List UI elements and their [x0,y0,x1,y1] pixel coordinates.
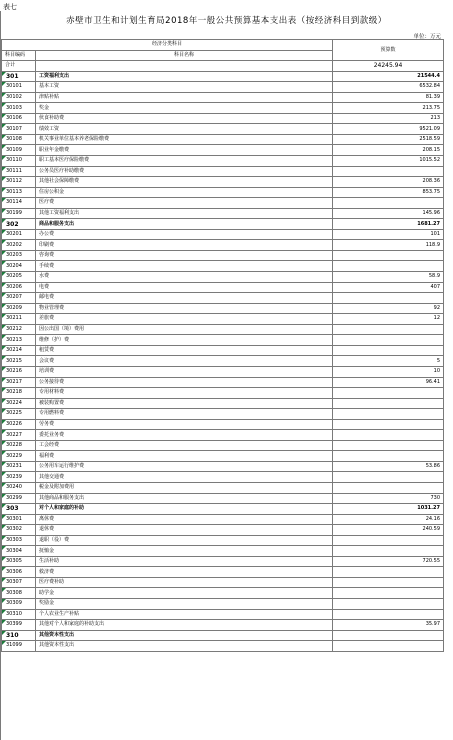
code-cell[interactable]: 30114 [2,198,36,209]
code-cell[interactable]: 30229 [2,451,36,462]
table-row [2,493,444,504]
table-row [2,282,444,293]
name-cell[interactable]: 维修（护）费 [36,335,333,346]
table-row [2,113,444,124]
table-row [2,388,444,399]
table-row [2,198,444,209]
code-cell[interactable]: 30205 [2,272,36,283]
table-row [2,177,444,188]
code-cell[interactable]: 30201 [2,229,36,240]
table-row [2,567,444,578]
code-cell[interactable]: 30113 [2,187,36,198]
name-cell[interactable]: 奖励金 [36,598,333,609]
value-cell[interactable]: 6532.84 [333,82,444,93]
name-cell[interactable]: 办公费 [36,229,333,240]
header-name-cell[interactable]: 科目名称 [36,50,333,61]
name-cell[interactable]: 其他交通费 [36,472,333,483]
code-cell[interactable]: 302 [2,219,36,230]
value-cell[interactable] [333,293,444,304]
code-cell[interactable]: 30310 [2,609,36,620]
code-cell[interactable]: 30204 [2,261,36,272]
name-cell[interactable]: 津贴补贴 [36,92,333,103]
table-row [2,134,444,145]
value-cell[interactable]: 1015.52 [333,156,444,167]
table-row [2,377,444,388]
name-cell[interactable]: 机关事业单位基本养老保险缴费 [36,134,333,145]
code-cell[interactable]: 30102 [2,92,36,103]
table-row [2,546,444,557]
code-cell[interactable]: 30215 [2,356,36,367]
unit-label: 单位：万元 [413,34,441,40]
code-cell[interactable]: 30304 [2,546,36,557]
value-cell[interactable] [333,546,444,557]
code-cell[interactable]: 30302 [2,525,36,536]
value-cell[interactable]: 101 [333,229,444,240]
code-cell[interactable]: 30299 [2,493,36,504]
code-cell[interactable]: 30231 [2,461,36,472]
table-row [2,430,444,441]
value-cell[interactable]: 9521.09 [333,124,444,135]
value-cell[interactable]: 10 [333,366,444,377]
code-cell[interactable]: 30199 [2,208,36,219]
value-cell[interactable]: 118.9 [333,240,444,251]
name-cell[interactable]: 其他工资福利支出 [36,208,333,219]
value-cell[interactable]: 145.96 [333,208,444,219]
code-cell[interactable]: 30240 [2,482,36,493]
table-row [2,451,444,462]
code-cell[interactable]: 30112 [2,177,36,188]
value-cell[interactable] [333,588,444,599]
name-cell[interactable]: 救济费 [36,567,333,578]
value-cell[interactable]: 1681.27 [333,219,444,230]
table-row [2,609,444,620]
value-cell[interactable] [333,567,444,578]
value-cell[interactable] [333,345,444,356]
value-cell[interactable]: 213 [333,113,444,124]
code-cell[interactable]: 30211 [2,314,36,325]
value-cell[interactable]: 240.59 [333,525,444,536]
name-cell[interactable]: 公务员医疗补助缴费 [36,166,333,177]
table-row [2,250,444,261]
name-cell[interactable]: 培训费 [36,366,333,377]
value-cell[interactable]: 21544.4 [333,71,444,82]
value-cell[interactable] [333,451,444,462]
name-cell[interactable]: 离休费 [36,514,333,525]
table-row [2,419,444,430]
name-cell[interactable]: 职工基本医疗保险缴费 [36,156,333,167]
code-cell[interactable]: 30108 [2,134,36,145]
value-cell[interactable] [333,440,444,451]
name-cell[interactable]: 咨询费 [36,250,333,261]
value-cell[interactable]: 92 [333,303,444,314]
code-cell[interactable]: 30399 [2,620,36,631]
table-row [2,92,444,103]
category-row [2,504,444,515]
table-row [2,261,444,272]
value-cell[interactable] [333,641,444,652]
code-cell[interactable]: 30224 [2,398,36,409]
table-row [2,356,444,367]
table-row [2,366,444,377]
code-cell[interactable]: 30225 [2,409,36,420]
value-cell[interactable] [333,419,444,430]
name-cell[interactable]: 公务接待费 [36,377,333,388]
name-cell[interactable]: 会议费 [36,356,333,367]
code-cell[interactable]: 30305 [2,556,36,567]
table-row [2,398,444,409]
header-budget-cell[interactable]: 预算数 [333,40,444,61]
name-cell[interactable]: 医疗费 [36,198,333,209]
table-row [2,577,444,588]
table-row [2,229,444,240]
page-title: 赤壁市卫生和计划生育局2018年一般公共预算基本支出表（按经济科目到款级） [66,16,387,26]
table-row [2,514,444,525]
name-cell[interactable]: 工资福利支出 [36,71,333,82]
table-row [2,303,444,314]
sheet-label: 表七 [3,3,17,11]
table-row [2,409,444,420]
name-cell[interactable]: 伙食补助费 [36,113,333,124]
value-cell[interactable]: 96.41 [333,377,444,388]
name-cell[interactable]: 绩效工资 [36,124,333,135]
table-row [2,525,444,536]
code-cell[interactable]: 30109 [2,145,36,156]
value-cell[interactable] [333,335,444,346]
name-cell[interactable]: 专用材料费 [36,388,333,399]
value-cell[interactable] [333,409,444,420]
header-code-cell[interactable]: 科目编码 [2,50,36,61]
value-cell[interactable]: 407 [333,282,444,293]
table-row [2,82,444,93]
value-cell[interactable] [333,388,444,399]
value-cell[interactable]: 24.16 [333,514,444,525]
code-cell[interactable]: 30217 [2,377,36,388]
value-cell[interactable]: 5 [333,356,444,367]
name-cell[interactable]: 因公出国（境）费用 [36,324,333,335]
value-cell[interactable] [333,324,444,335]
code-cell[interactable]: 30212 [2,324,36,335]
name-cell[interactable]: 助学金 [36,588,333,599]
value-cell[interactable]: 208.15 [333,145,444,156]
category-row [2,71,444,82]
code-cell[interactable]: 30308 [2,588,36,599]
name-cell[interactable]: 差旅费 [36,314,333,325]
name-cell[interactable]: 医疗费补助 [36,577,333,588]
code-cell[interactable]: 30218 [2,388,36,399]
code-cell[interactable]: 30103 [2,103,36,114]
total-value-cell[interactable]: 24245.94 [333,61,444,72]
name-cell[interactable]: 邮电费 [36,293,333,304]
name-cell[interactable]: 物业管理费 [36,303,333,314]
name-cell[interactable]: 被装购置费 [36,398,333,409]
table-row [2,556,444,567]
total-label-cell[interactable]: 合计 [2,61,36,72]
table-row [2,156,444,167]
table-row [2,440,444,451]
table-row [2,324,444,335]
value-cell[interactable] [333,198,444,209]
name-cell[interactable]: 其他商品和服务支出 [36,493,333,504]
name-cell[interactable]: 抚恤金 [36,546,333,557]
table-row [2,293,444,304]
value-cell[interactable]: 81.39 [333,92,444,103]
value-cell[interactable] [333,482,444,493]
code-cell[interactable]: 301 [2,71,36,82]
table-row [2,145,444,156]
value-cell[interactable]: 853.75 [333,187,444,198]
value-cell[interactable] [333,398,444,409]
table-row [2,335,444,346]
name-cell[interactable]: 劳务费 [36,419,333,430]
code-cell[interactable]: 30213 [2,335,36,346]
code-cell[interactable]: 31099 [2,641,36,652]
table-row [2,598,444,609]
code-cell[interactable]: 30226 [2,419,36,430]
table-row [2,240,444,251]
table-row [2,345,444,356]
code-cell[interactable]: 30111 [2,166,36,177]
table-row [2,103,444,114]
name-cell[interactable]: 电费 [36,282,333,293]
name-cell[interactable]: 福利费 [36,451,333,462]
category-row [2,219,444,230]
value-cell[interactable] [333,250,444,261]
code-cell[interactable]: 30216 [2,366,36,377]
total-empty-cell[interactable] [36,61,333,72]
name-cell[interactable]: 租赁费 [36,345,333,356]
name-cell[interactable]: 水费 [36,272,333,283]
code-cell[interactable]: 30227 [2,430,36,441]
code-cell[interactable]: 30306 [2,567,36,578]
name-cell[interactable]: 手续费 [36,261,333,272]
name-cell[interactable]: 其他社会保障缴费 [36,177,333,188]
table-row [2,588,444,599]
table-row [2,187,444,198]
code-cell[interactable]: 30107 [2,124,36,135]
table-row [2,314,444,325]
value-cell[interactable] [333,430,444,441]
name-cell[interactable]: 商品和服务支出 [36,219,333,230]
name-cell[interactable]: 其他资本性支出 [36,630,333,641]
code-cell[interactable]: 30110 [2,156,36,167]
table-row [2,482,444,493]
code-cell[interactable]: 310 [2,630,36,641]
value-cell[interactable] [333,472,444,483]
name-cell[interactable]: 职业年金缴费 [36,145,333,156]
value-cell[interactable] [333,166,444,177]
name-cell[interactable]: 对个人和家庭的补助 [36,504,333,515]
code-cell[interactable]: 30101 [2,82,36,93]
table-row [2,461,444,472]
code-cell[interactable]: 30214 [2,345,36,356]
name-cell[interactable]: 其他对个人和家庭的补助支出 [36,620,333,631]
table-row [2,641,444,652]
code-cell[interactable]: 30239 [2,472,36,483]
code-cell[interactable]: 30106 [2,113,36,124]
value-cell[interactable]: 35.97 [333,620,444,631]
table-row [2,535,444,546]
table-row [2,620,444,631]
code-cell[interactable]: 30228 [2,440,36,451]
code-cell[interactable]: 30203 [2,250,36,261]
name-cell[interactable]: 专用燃料费 [36,409,333,420]
value-cell[interactable] [333,535,444,546]
total-row [2,61,444,72]
code-cell[interactable]: 30309 [2,598,36,609]
name-cell[interactable]: 工会经费 [36,440,333,451]
table-row [2,124,444,135]
code-cell[interactable]: 30209 [2,303,36,314]
code-cell[interactable]: 30206 [2,282,36,293]
name-cell[interactable]: 奖金 [36,103,333,114]
value-cell[interactable] [333,598,444,609]
budget-table [1,39,444,652]
value-cell[interactable]: 213.75 [333,103,444,114]
value-cell[interactable] [333,261,444,272]
name-cell[interactable]: 生活补助 [36,556,333,567]
header-group-cell[interactable]: 经济分类科目 [2,40,333,51]
value-cell[interactable]: 2518.59 [333,134,444,145]
code-cell[interactable]: 30303 [2,535,36,546]
name-cell[interactable]: 公务用车运行维护费 [36,461,333,472]
header-row-group [2,40,444,51]
code-cell[interactable]: 30207 [2,293,36,304]
value-cell[interactable]: 58.9 [333,272,444,283]
code-cell[interactable]: 30301 [2,514,36,525]
name-cell[interactable]: 退休费 [36,525,333,536]
table-row [2,272,444,283]
name-cell[interactable]: 基本工资 [36,82,333,93]
value-cell[interactable]: 730 [333,493,444,504]
table-row [2,208,444,219]
value-cell[interactable]: 1031.27 [333,504,444,515]
name-cell[interactable]: 税金及附加费用 [36,482,333,493]
table-row [2,472,444,483]
value-cell[interactable] [333,630,444,641]
name-cell[interactable]: 住房公积金 [36,187,333,198]
value-cell[interactable]: 53.86 [333,461,444,472]
value-cell[interactable] [333,577,444,588]
table-row [2,166,444,177]
name-cell[interactable]: 委托业务费 [36,430,333,441]
value-cell[interactable]: 12 [333,314,444,325]
code-cell[interactable]: 30202 [2,240,36,251]
name-cell[interactable]: 个人农业生产补贴 [36,609,333,620]
name-cell[interactable]: 其他资本性支出 [36,641,333,652]
value-cell[interactable]: 720.55 [333,556,444,567]
category-row [2,630,444,641]
value-cell[interactable] [333,609,444,620]
code-cell[interactable]: 303 [2,504,36,515]
code-cell[interactable]: 30307 [2,577,36,588]
name-cell[interactable]: 印刷费 [36,240,333,251]
name-cell[interactable]: 退职（役）费 [36,535,333,546]
value-cell[interactable]: 208.36 [333,177,444,188]
